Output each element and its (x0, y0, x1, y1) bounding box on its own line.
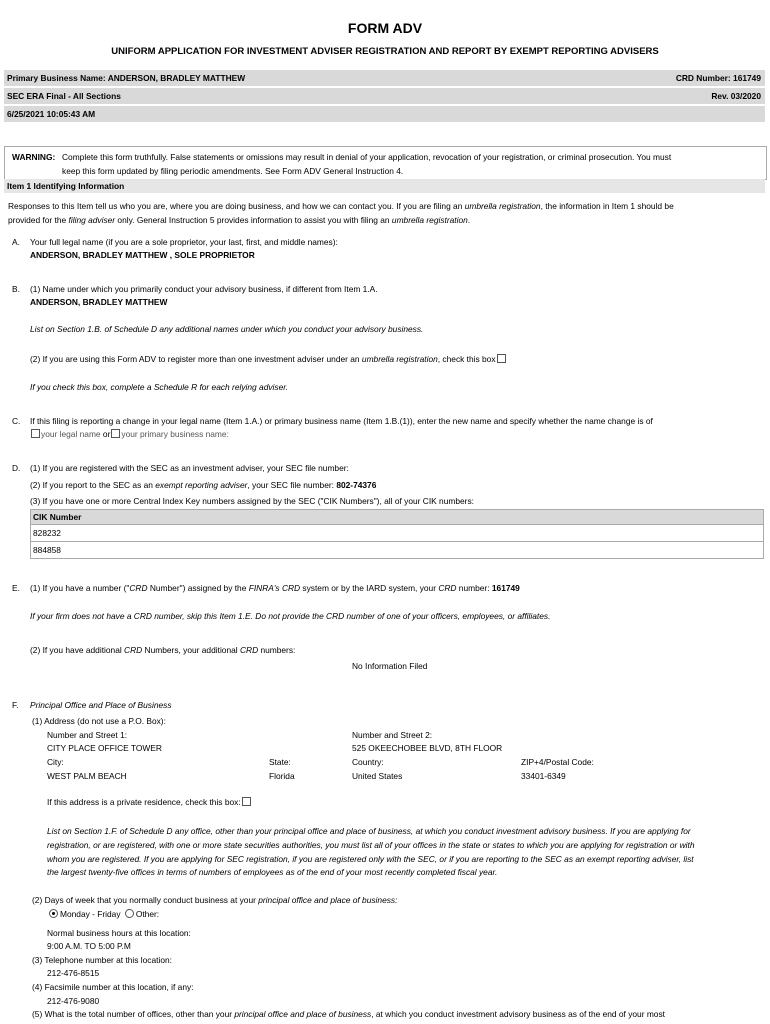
state-label: State: (269, 757, 291, 767)
street1-label: Number and Street 1: (47, 730, 128, 740)
private-residence-row (47, 797, 252, 807)
item-d-q2 (30, 480, 376, 490)
sec-era-label: SEC ERA Final - All Sections (7, 91, 121, 101)
offices-question-b: , at which you conduct investment advisory business as of the end of your most (371, 1009, 665, 1019)
item-e-letter: E. (12, 583, 20, 593)
f-list-note-line-3: whom you are registered. If you are applying for SEC registration, if you are registered only with the SEC, or if you are reporting to the SEC as an exempt reporting adviser, list (47, 854, 694, 864)
item-e-q2-a: (2) If you have additional (30, 645, 125, 655)
warning-line-1: Complete this form truthfully. False statements or omissions may result in denial of your application, revocation of your registration, or criminal prosecution. You must (62, 152, 672, 162)
form-title: FORM ADV (347, 20, 423, 36)
sec-file-number: 802-74376 (336, 480, 377, 490)
cik-row: 884858 (30, 542, 764, 559)
offices-question-italic: principal office and place of business (234, 1009, 372, 1019)
timestamp: 6/25/2021 10:05:43 AM (7, 109, 96, 119)
f-list-note-line-2: registration, or are registered, with one or more state securities authorities, you must list all of your offices in the state or states to which you are applying for registration or with (47, 840, 695, 850)
warning-label: WARNING: (12, 152, 56, 162)
item-e-q1-d: number: (456, 583, 492, 593)
legal-name-checkbox[interactable] (31, 429, 40, 438)
item1-heading: Item 1 Identifying Information (7, 181, 125, 191)
item-b-letter: B. (12, 284, 20, 294)
offices-question-a: (5) What is the total number of offices, other than your (32, 1009, 235, 1019)
cik-table-header: CIK Number (30, 509, 764, 525)
days-question (32, 895, 397, 905)
item-e-q2 (30, 645, 295, 655)
address-question: (1) Address (do not use a P.O. Box): (32, 716, 166, 726)
item-b-q2-note: If you check this box, complete a Schedule R for each relying adviser. (30, 382, 289, 392)
item-e-q2-c: numbers: (258, 645, 296, 655)
private-residence-checkbox[interactable] (242, 797, 251, 806)
item-e-q1 (30, 583, 520, 593)
cik-table (30, 509, 764, 559)
item-d-q1: (1) If you are registered with the SEC as an investment adviser, your SEC file number: (30, 463, 349, 473)
business-name-checkbox[interactable] (111, 429, 120, 438)
item1-heading-bar (4, 179, 765, 193)
item-c-options (30, 429, 229, 439)
private-residence-label: If this address is a private residence, check this box: (47, 797, 241, 807)
phone-value: 212-476-8515 (47, 968, 100, 978)
item-e-q2-it2: CRD (239, 645, 259, 655)
intro-text-d: only. General Instruction 5 provides information to assist you with filing an (115, 215, 392, 225)
header-bar-era (4, 88, 765, 104)
city-value: WEST PALM BEACH (47, 771, 127, 781)
other-days-label: Other: (135, 909, 160, 919)
hours-label: Normal business hours at this location: (47, 928, 191, 938)
item-c-letter: C. (12, 416, 21, 426)
item-e-q2-it1: CRD (124, 645, 143, 655)
item-b-q2-text-a: (2) If you are using this Form ADV to register more than one investment adviser under an (30, 354, 362, 364)
item-e-q1-it3: CRD (438, 583, 457, 593)
warning-box (4, 146, 767, 180)
umbrella-checkbox[interactable] (497, 354, 506, 363)
fax-value: 212-476-9080 (47, 996, 100, 1006)
hours-value: 9:00 A.M. TO 5:00 P.M (47, 941, 131, 951)
intro-text-a: Responses to this Item tell us who you are, where you are doing business, and how we can contact you. If you are filing an (8, 201, 465, 211)
item-d-q2-text-b: , your SEC file number: (247, 480, 337, 490)
item-f-heading: Principal Office and Place of Business (30, 700, 172, 710)
or-label: or (102, 429, 111, 439)
item-a-question: Your full legal name (if you are a sole proprietor, your last, first, and middle names): (30, 237, 338, 247)
item-d-q2-italic: exempt reporting adviser (155, 480, 248, 490)
business-name-option-label: your primary business name: (121, 429, 229, 439)
warning-line-2: keep this form updated by filing periodic amendments. See Form ADV General Instruction 4. (62, 166, 404, 176)
days-question-text: (2) Days of week that you normally conduct business at your (32, 895, 259, 905)
item-d-q3: (3) If you have one or more Central Index Key numbers assigned by the SEC ("CIK Numbers"), all of your CIK numbers: (30, 496, 474, 506)
intro-text-c: provided for the (8, 215, 69, 225)
item-e-q1-c: system or by the IARD system, your (300, 583, 439, 593)
item-a-letter: A. (12, 237, 20, 247)
item-b-q2-italic: umbrella registration (361, 354, 438, 364)
cik-row: 828232 (30, 525, 764, 542)
monday-friday-radio[interactable] (49, 909, 58, 918)
crd-number-value: 161749 (491, 583, 520, 593)
street2-label: Number and Street 2: (352, 730, 433, 740)
f-list-note-line-1: List on Section 1.F. of Schedule D any office, other than your principal office and place of business, at which you conduct investment advisory business. If you are applying for (47, 826, 691, 836)
intro-text-b: , the information in Item 1 should be (540, 201, 674, 211)
intro-text-e: . (467, 215, 471, 225)
street2-value: 525 OKEECHOBEE BLVD, 8TH FLOOR (352, 743, 503, 753)
item-f-letter: F. (12, 700, 19, 710)
revision-label: Rev. 03/2020 (711, 91, 761, 101)
item1-intro-line-2 (8, 215, 470, 225)
state-value: Florida (269, 771, 295, 781)
header-bar-timestamp (4, 106, 765, 122)
item-e-q1-it1: CRD (129, 583, 148, 593)
item-d-q2-text-a: (2) If you report to the SEC as an (30, 480, 156, 490)
item-e-q1-it2: FINRA's CRD (248, 583, 301, 593)
days-options (47, 909, 159, 919)
other-days-radio[interactable] (125, 909, 134, 918)
country-label: Country: (352, 757, 384, 767)
zip-value: 33401-6349 (521, 771, 566, 781)
intro-italic-a: umbrella registration (464, 201, 541, 211)
intro-italic-d: umbrella registration (391, 215, 468, 225)
no-info-filed: No Information Filed (352, 661, 428, 671)
item-b-list-note: List on Section 1.B. of Schedule D any additional names under which you conduct your advisory business. (30, 324, 424, 334)
zip-label: ZIP+4/Postal Code: (521, 757, 594, 767)
item-e-q1-a: (1) If you have a number (" (30, 583, 130, 593)
item-b-q2 (30, 354, 507, 364)
item1-intro-line-1 (8, 201, 674, 211)
fax-label: (4) Facsimile number at this location, if any: (32, 982, 194, 992)
item-c-question: If this filing is reporting a change in your legal name (Item 1.A.) or primary business name (Item 1.B.(1)), enter the new name and specify whether the name change is of (30, 416, 653, 426)
item-a-answer: ANDERSON, BRADLEY MATTHEW , SOLE PROPRIETOR (30, 250, 255, 260)
country-value: United States (352, 771, 403, 781)
item-e-q1-b: Number") assigned by the (147, 583, 249, 593)
legal-name-option-label: your legal name (41, 429, 101, 439)
offices-question (32, 1009, 665, 1019)
crd-number: CRD Number: 161749 (675, 73, 761, 83)
item-e-q2-b: Numbers, your additional (142, 645, 240, 655)
item-e-note: If your firm does not have a CRD number, skip this Item 1.E. Do not provide the CRD number of one of your officers, employees, or affiliates. (30, 611, 551, 621)
item-b-a1: ANDERSON, BRADLEY MATTHEW (30, 297, 168, 307)
item-b-q2-text-b: , check this box (437, 354, 496, 364)
primary-business-name: Primary Business Name: ANDERSON, BRADLEY MATTHEW (7, 73, 246, 83)
f-list-note-line-4: the largest twenty-five offices in terms of numbers of employees as of the end of your most recently completed fiscal year. (47, 867, 498, 877)
phone-label: (3) Telephone number at this location: (32, 955, 172, 965)
street1-value: CITY PLACE OFFICE TOWER (47, 743, 162, 753)
header-bar-primary (4, 70, 765, 86)
item-b-q1: (1) Name under which you primarily conduct your advisory business, if different from Item 1.A. (30, 284, 378, 294)
city-label: City: (47, 757, 64, 767)
form-subtitle: UNIFORM APPLICATION FOR INVESTMENT ADVISER REGISTRATION AND REPORT BY EXEMPT REPORTING ADVISERS (111, 46, 659, 57)
days-question-italic: principal office and place of business: (258, 895, 398, 905)
intro-italic-c: filing adviser (68, 215, 116, 225)
item-d-letter: D. (12, 463, 21, 473)
monday-friday-label: Monday - Friday (60, 909, 121, 919)
